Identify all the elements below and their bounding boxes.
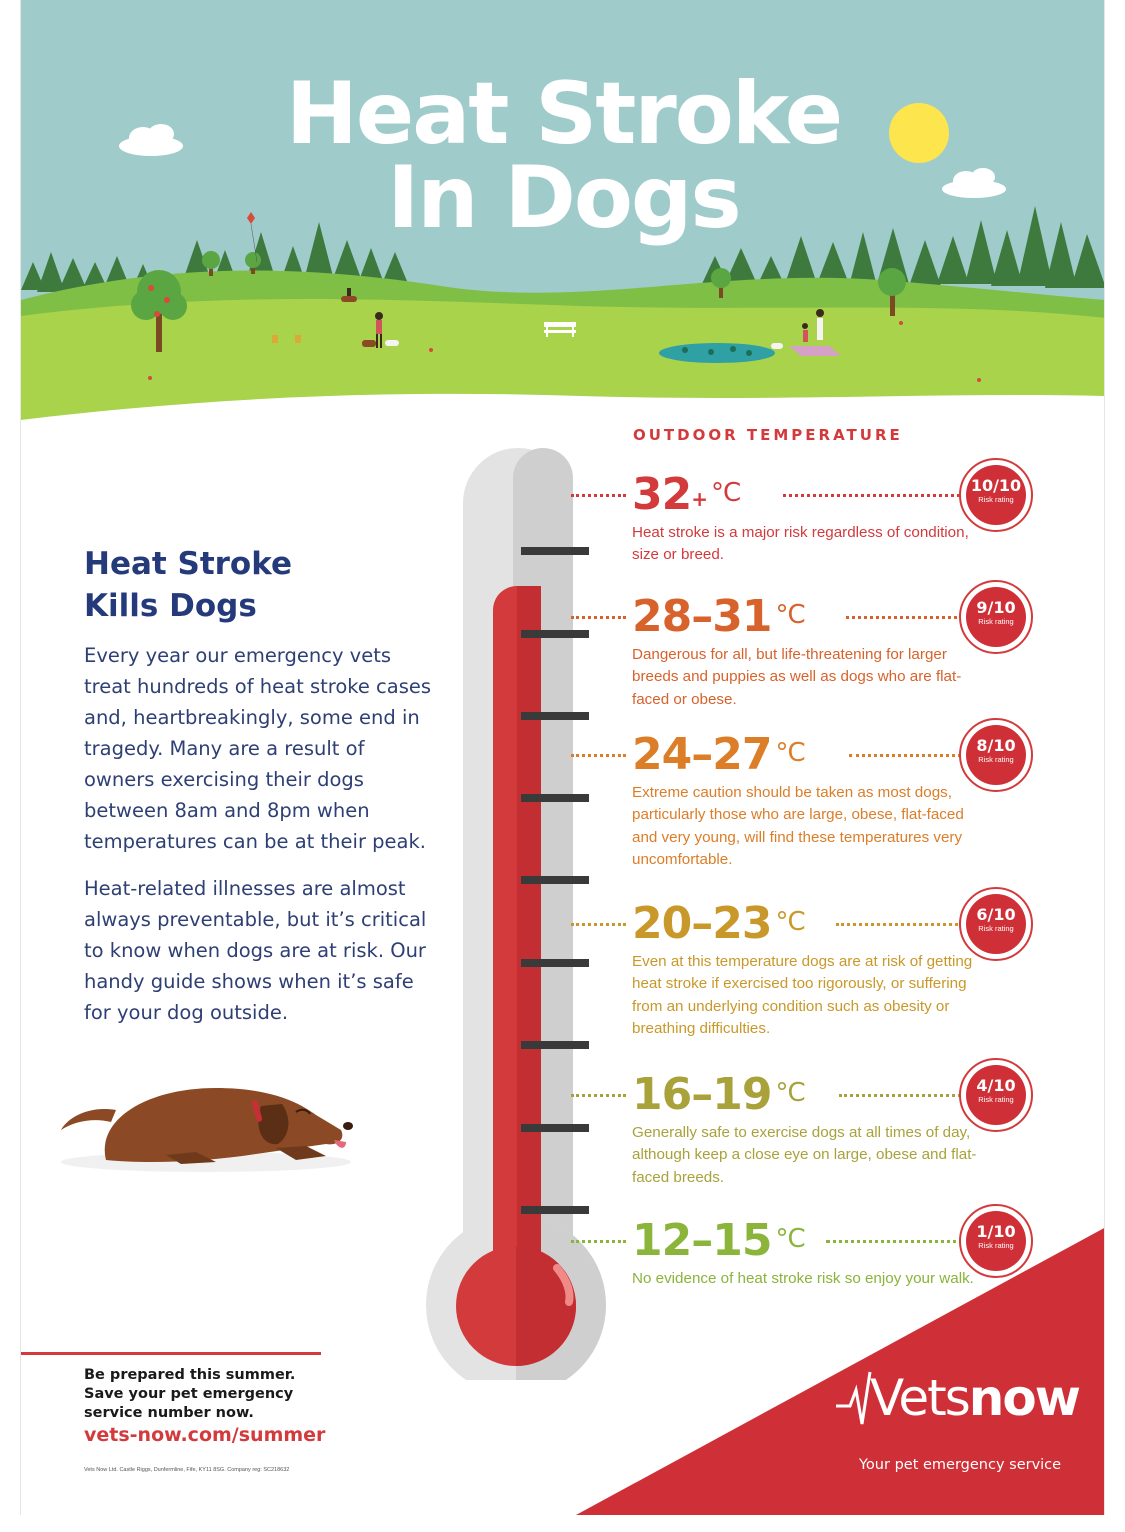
temperature-value: 28–31	[632, 591, 772, 642]
leader-dots	[571, 754, 626, 757]
temperature-description: Extreme caution should be taken as most dogs, particularly those who are large, obese, flat-faced and very young, will find these temperatures very uncomfortable.	[632, 784, 964, 868]
leader-dots	[571, 1094, 626, 1097]
temperature-value: 32	[632, 469, 692, 520]
title-line-2: In Dogs	[387, 148, 740, 248]
risk-rating-value: 8/10	[976, 736, 1016, 755]
risk-rating-label: Risk rating	[978, 924, 1014, 933]
temperature-description: Heat stroke is a major risk regardless of condition, size or breed.	[632, 524, 969, 564]
footer-divider-dots: ···	[304, 1345, 325, 1359]
trailing-dots	[836, 923, 976, 926]
footer-divider	[21, 1352, 321, 1355]
temperature-range	[632, 1068, 807, 1122]
trailing-dots	[783, 494, 978, 497]
pond	[659, 343, 775, 363]
vets-now-logo	[836, 1368, 1079, 1443]
temperature-range	[632, 728, 807, 782]
risk-rating-badge	[959, 580, 1033, 654]
heading-line-2: Kills Dogs	[84, 588, 257, 624]
infographic-poster	[20, 0, 1105, 1515]
plus-sign: +	[691, 487, 707, 511]
degree-unit: °C	[775, 738, 805, 768]
heading-line-1: Heat Stroke	[84, 546, 293, 582]
risk-rating-value: 1/10	[976, 1222, 1016, 1241]
logo-word-light: Vets	[870, 1369, 969, 1427]
temperature-description: No evidence of heat stroke risk so enjoy your walk.	[632, 1270, 974, 1287]
risk-rating-label: Risk rating	[978, 1095, 1014, 1104]
call-to-action	[84, 1366, 295, 1423]
leader-dots	[571, 616, 626, 619]
degree-unit: °C	[711, 478, 741, 508]
cta-line-2: Save your pet emergency	[84, 1386, 294, 1402]
degree-unit: °C	[775, 1224, 805, 1254]
degree-unit: °C	[775, 1078, 805, 1108]
temperature-value: 16–19	[632, 1069, 772, 1120]
risk-rating-label: Risk rating	[978, 755, 1014, 764]
cta-line-1: Be prepared this summer.	[84, 1367, 296, 1383]
risk-rating-badge	[959, 887, 1033, 961]
temperature-description: Even at this temperature dogs are at risk of getting heat stroke if exercised too rigorously, or suffering from an underlying condition such as obesity or breathing difficulties.	[632, 953, 973, 1037]
temperature-value: 12–15	[632, 1215, 772, 1266]
title-line-1: Heat Stroke	[285, 64, 842, 164]
leader-dots	[571, 923, 626, 926]
temperature-value: 24–27	[632, 729, 772, 780]
intro-paragraph-1: Every year our emergency vets treat hundreds of heat stroke cases and, heartbreakingly, some end in tragedy. Many are a result of owners exercising their dogs between 8am and 8pm when temperatures can be at their peak.	[84, 644, 432, 853]
website-link[interactable]: vets-now.com/summer	[84, 1424, 326, 1446]
intro-paragraph-2: Heat-related illnesses are almost always preventable, but it’s critical to know when dogs are at risk. Our handy guide shows when it’s safe for your dog outside.	[84, 877, 427, 1024]
logo-word-bold: now	[968, 1369, 1079, 1427]
degree-unit: °C	[775, 600, 805, 630]
temperature-description: Dangerous for all, but life-threatening for larger breeds and puppies as well as dogs who are flat-faced or obese.	[632, 646, 962, 708]
sleeping-dog-illustration	[56, 1070, 356, 1180]
legal-text: Vets Now Ltd. Castle Riggs, Dunfermline, Fife, KY11 8SG. Company reg: SC218632	[84, 1467, 290, 1473]
trailing-dots	[839, 1094, 979, 1097]
section-label: OUTDOOR TEMPERATURE	[633, 426, 903, 444]
cta-line-3: service number now.	[84, 1405, 254, 1421]
risk-rating-badge	[959, 718, 1033, 792]
risk-rating-badge	[959, 458, 1033, 532]
hero-banner	[21, 0, 1105, 460]
risk-rating-value: 4/10	[976, 1076, 1016, 1095]
brand-tagline: Your pet emergency service	[859, 1457, 1062, 1473]
section-heading	[84, 543, 292, 627]
intro-text	[84, 640, 439, 1044]
degree-unit: °C	[775, 907, 805, 937]
risk-rating-label: Risk rating	[978, 617, 1014, 626]
temperature-range	[632, 468, 742, 522]
risk-rating-value: 10/10	[970, 476, 1022, 495]
leader-dots	[571, 494, 626, 497]
temperature-description: Generally safe to exercise dogs at all times of day, although keep a close eye on large, obese and flat-faced breeds.	[632, 1124, 977, 1186]
risk-rating-label: Risk rating	[978, 495, 1014, 504]
temperature-range	[632, 590, 807, 644]
risk-rating-label: Risk rating	[978, 1241, 1014, 1250]
page-title	[21, 64, 1105, 248]
risk-rating-value: 9/10	[976, 598, 1016, 617]
risk-rating-value: 6/10	[976, 905, 1016, 924]
risk-rating-badge	[959, 1058, 1033, 1132]
temperature-value: 20–23	[632, 898, 772, 949]
temperature-range	[632, 897, 807, 951]
